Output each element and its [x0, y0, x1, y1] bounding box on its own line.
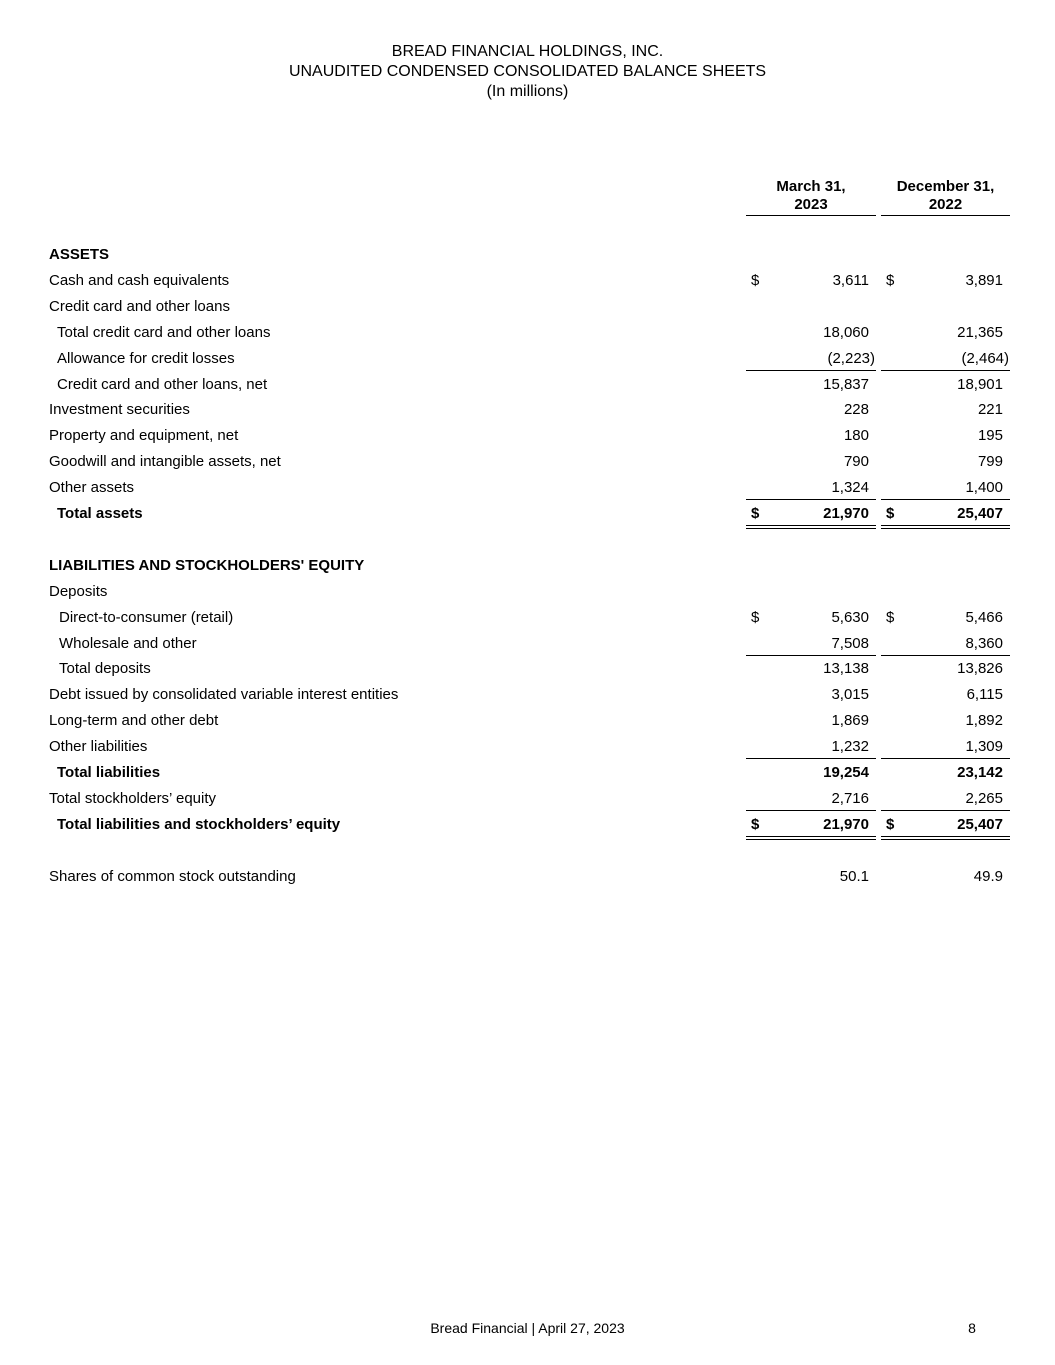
- value-march-2023: 50.1: [839, 867, 869, 885]
- value-december-2022: 49.9: [973, 867, 1003, 885]
- value-december-2022: 8,360: [965, 634, 1003, 652]
- subtotal-rule: [746, 655, 876, 656]
- column-header-december-2022: December 31, 2022: [896, 178, 995, 213]
- value-december-2022: 799: [977, 453, 1003, 471]
- value-december-2022: 1,400: [965, 479, 1003, 497]
- subtotal-rule: [881, 810, 1010, 811]
- value-march-2023: 790: [843, 453, 869, 471]
- row-label: Total liabilities and stockholders’ equity: [57, 815, 341, 833]
- subtotal-rule: [881, 655, 1010, 656]
- row-label: ASSETS: [49, 246, 110, 263]
- row-label: Other assets: [49, 479, 135, 497]
- company-name: BREAD FINANCIAL HOLDINGS, INC.: [391, 43, 664, 60]
- value-december-2022: (2,464): [961, 349, 1009, 367]
- column-header-underline: [746, 215, 876, 216]
- value-december-2022: 23,142: [957, 764, 1003, 781]
- row-label: Long-term and other debt: [49, 712, 219, 730]
- currency-symbol: $: [751, 608, 760, 626]
- subtotal-rule: [746, 810, 876, 811]
- row-label: Total liabilities: [57, 764, 161, 781]
- currency-symbol: $: [886, 608, 895, 626]
- total-double-rule: [881, 525, 1010, 529]
- value-march-2023: 2,716: [831, 789, 869, 807]
- value-march-2023: 3,611: [832, 271, 869, 289]
- page-number: 8: [968, 1320, 976, 1336]
- row-label: Credit card and other loans: [49, 297, 230, 315]
- value-december-2022: 25,407: [957, 505, 1003, 522]
- currency-symbol: $: [751, 815, 760, 833]
- value-december-2022: 13,826: [957, 660, 1003, 678]
- value-march-2023: 15,837: [823, 375, 869, 393]
- row-label: Total deposits: [59, 660, 151, 678]
- value-march-2023: 228: [843, 401, 869, 419]
- column-header-underline: [881, 215, 1010, 216]
- value-december-2022: 25,407: [957, 815, 1003, 833]
- currency-symbol: $: [751, 271, 760, 289]
- subtotal-rule: [881, 370, 1010, 371]
- total-double-rule: [746, 525, 876, 529]
- value-march-2023: 21,970: [823, 815, 869, 833]
- currency-symbol: $: [886, 505, 895, 522]
- subtotal-rule: [746, 370, 876, 371]
- row-label: Credit card and other loans, net: [57, 375, 268, 393]
- row-label: Debt issued by consolidated variable interest entities: [49, 686, 399, 704]
- value-december-2022: 2,265: [965, 789, 1003, 807]
- value-december-2022: 18,901: [957, 375, 1003, 393]
- page-footer: Bread Financial | April 27, 2023: [430, 1320, 625, 1336]
- value-march-2023: 21,970: [823, 505, 869, 522]
- row-label: Wholesale and other: [59, 634, 197, 652]
- row-label: Total assets: [57, 505, 143, 522]
- value-december-2022: 6,115: [966, 686, 1003, 704]
- value-december-2022: 221: [977, 401, 1003, 419]
- row-label: Deposits: [49, 582, 108, 600]
- value-march-2023: 7,508: [831, 634, 869, 652]
- value-march-2023: 1,232: [831, 738, 869, 756]
- value-march-2023: 13,138: [823, 660, 869, 678]
- value-march-2023: 180: [843, 427, 869, 445]
- value-march-2023: (2,223): [827, 349, 875, 367]
- row-label: Cash and cash equivalents: [49, 271, 230, 289]
- row-label: Goodwill and intangible assets, net: [49, 453, 281, 471]
- row-label: Shares of common stock outstanding: [49, 867, 296, 885]
- document-header: [0, 42, 1055, 102]
- total-double-rule: [881, 836, 1010, 840]
- value-december-2022: 1,892: [965, 712, 1003, 730]
- row-label: Allowance for credit losses: [57, 349, 235, 367]
- value-march-2023: 5,630: [831, 608, 869, 626]
- value-march-2023: 1,869: [831, 712, 869, 730]
- row-label: LIABILITIES AND STOCKHOLDERS' EQUITY: [49, 556, 365, 574]
- value-december-2022: 5,466: [965, 608, 1003, 626]
- value-december-2022: 3,891: [965, 271, 1003, 289]
- row-label: Total stockholders’ equity: [49, 789, 217, 807]
- row-label: Direct-to-consumer (retail): [59, 608, 234, 626]
- value-march-2023: 3,015: [831, 686, 869, 704]
- row-label: Investment securities: [49, 401, 190, 419]
- value-december-2022: 1,309: [965, 738, 1003, 756]
- total-double-rule: [746, 836, 876, 840]
- value-march-2023: 18,060: [823, 323, 869, 341]
- subtotal-rule: [881, 499, 1010, 500]
- column-header-march-2023: March 31, 2023: [776, 178, 846, 213]
- units-note: (In millions): [486, 83, 569, 100]
- currency-symbol: $: [751, 505, 760, 522]
- value-december-2022: 195: [977, 427, 1003, 445]
- row-label: Total credit card and other loans: [57, 323, 271, 341]
- statement-title: UNAUDITED CONDENSED CONSOLIDATED BALANCE SHEETS: [288, 63, 767, 80]
- subtotal-rule: [881, 758, 1010, 759]
- subtotal-rule: [746, 499, 876, 500]
- currency-symbol: $: [886, 271, 895, 289]
- value-december-2022: 21,365: [957, 323, 1003, 341]
- value-march-2023: 1,324: [831, 479, 869, 497]
- value-march-2023: 19,254: [823, 764, 869, 781]
- row-label: Property and equipment, net: [49, 427, 239, 445]
- currency-symbol: $: [886, 815, 895, 833]
- subtotal-rule: [746, 758, 876, 759]
- row-label: Other liabilities: [49, 738, 148, 756]
